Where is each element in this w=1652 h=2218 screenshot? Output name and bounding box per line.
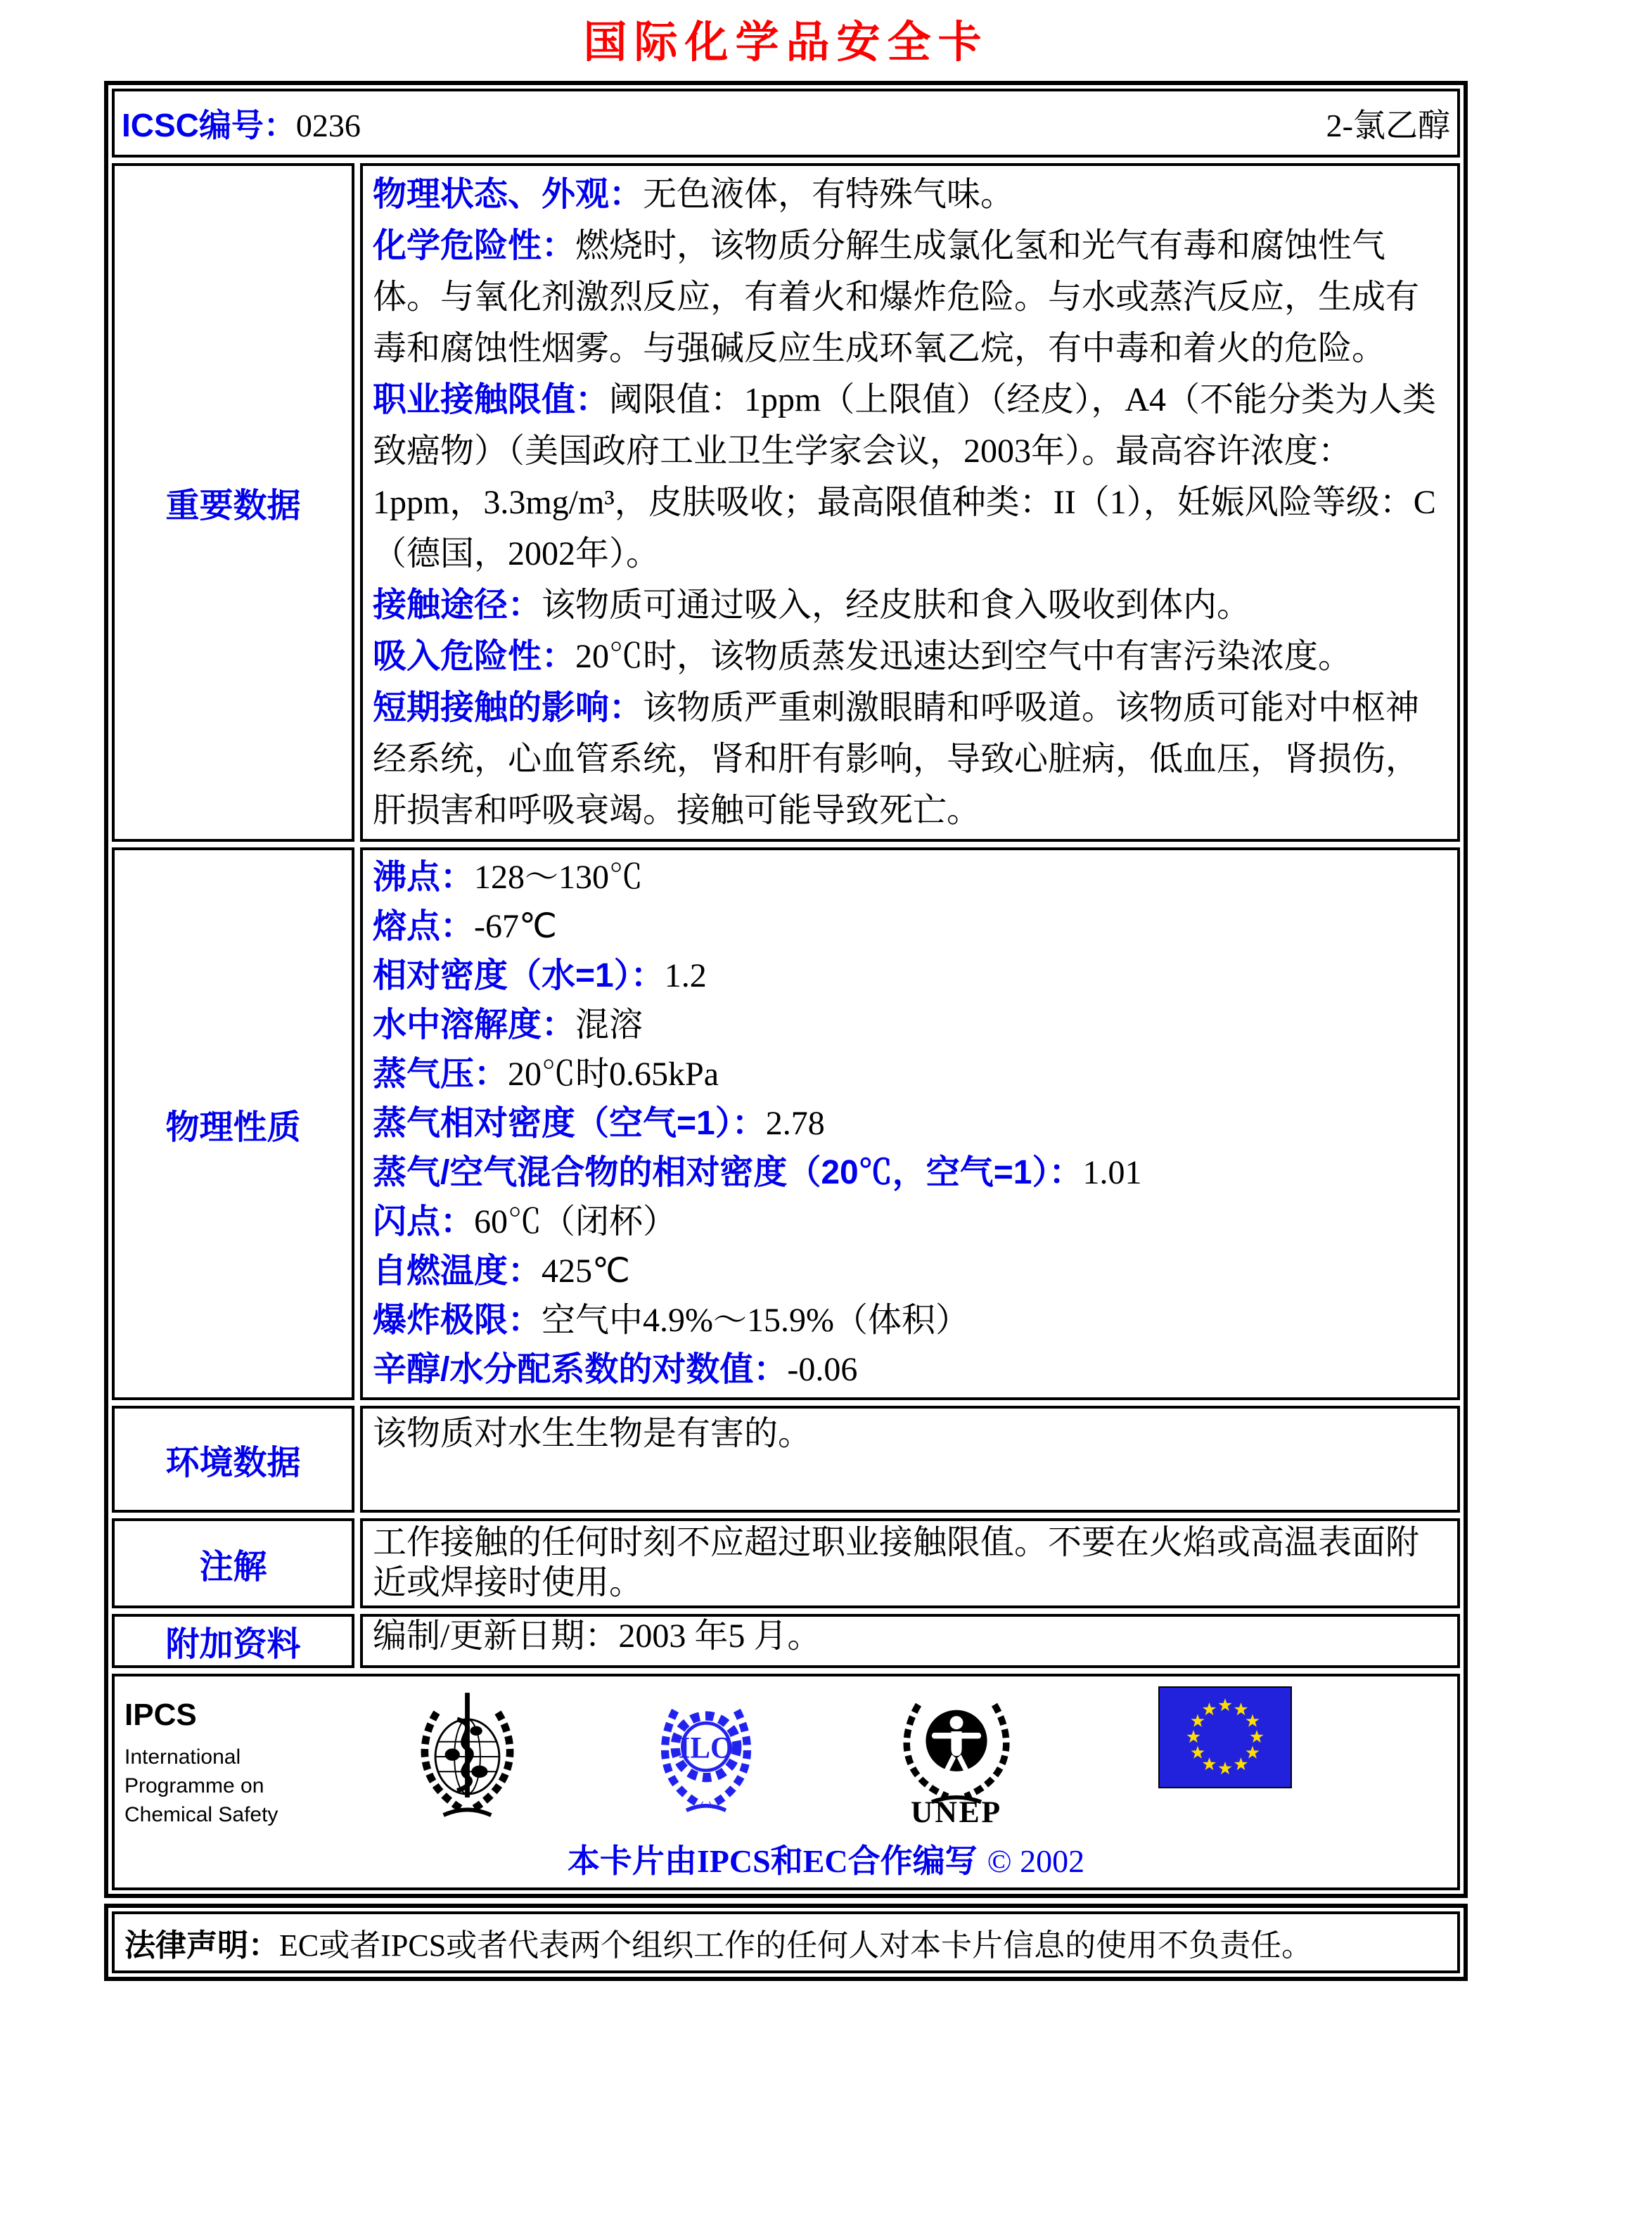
environmental-data-content [360, 1406, 1460, 1513]
additional-info-content [360, 1614, 1460, 1668]
property-label: 自燃温度： [373, 1252, 542, 1290]
legal-notice-text: EC或者IPCS或者代表两个组织工作的任何人对本卡片信息的使用不负责任。 [279, 1928, 1313, 1963]
property-value: 60℃（闭杯） [474, 1203, 677, 1241]
property-item [373, 1296, 1447, 1345]
notes-text: 工作接触的任何时刻不应超过职业接触限值。不要在火焰或高温表面附近或焊接时使用。 [373, 1524, 1420, 1601]
eu-flag-icon [1158, 1686, 1292, 1788]
property-label: 辛醇/水分配系数的对数值： [373, 1351, 788, 1388]
ipcs-subtitle-line: Programme on [124, 1774, 264, 1797]
property-item [373, 853, 1447, 902]
row-label-additional-info [112, 1614, 354, 1668]
logos-row [112, 1674, 1460, 1890]
ilo-letters: ILO [678, 1731, 734, 1765]
ipcs-acronym: IPCS [124, 1698, 197, 1732]
property-label: 爆炸极限： [373, 1302, 542, 1339]
unep-letters: UNEP [911, 1795, 1003, 1827]
property-item [373, 1247, 1447, 1296]
card-header-row [112, 89, 1460, 158]
row-label-text: 重要数据 [165, 487, 301, 525]
property-label: 闪点： [373, 1203, 475, 1241]
notes-content [360, 1518, 1460, 1608]
additional-info-row [112, 1614, 1460, 1668]
property-value: 20℃时，该物质蒸发迅速达到空气中有害污染浓度。 [575, 638, 1352, 675]
property-item [373, 1345, 1447, 1395]
property-value: 1.2 [664, 957, 707, 994]
property-value: 混溶 [575, 1006, 643, 1044]
property-value: 1.01 [1082, 1154, 1142, 1191]
icsc-card [104, 81, 1468, 1898]
property-value: 该物质可通过吸入，经皮肤和食入吸收到体内。 [542, 586, 1251, 624]
important-data-content [360, 163, 1460, 842]
property-label: 相对密度（水=1）： [373, 957, 665, 994]
ipcs-subtitle-line: International [124, 1745, 241, 1769]
row-label-environmental-data [112, 1406, 354, 1513]
property-label: 沸点： [373, 859, 475, 896]
physical-properties-content [360, 847, 1460, 1400]
chemical-name: 2-氯乙醇 [1326, 108, 1450, 143]
row-label-notes [112, 1518, 354, 1608]
property-value: 128～130℃ [474, 859, 643, 896]
property-item [373, 682, 1447, 836]
row-label-text: 环境数据 [165, 1444, 301, 1482]
page-title: 国际化学品安全卡 [583, 16, 989, 68]
property-item [373, 220, 1447, 374]
property-label: 职业接触限值： [373, 381, 610, 418]
property-item [373, 1099, 1447, 1148]
property-item [373, 1148, 1447, 1198]
property-value: 20℃时0.65kPa [508, 1056, 719, 1093]
row-label-text: 注解 [199, 1548, 267, 1586]
property-label: 短期接触的影响： [373, 689, 643, 726]
property-item [373, 631, 1447, 682]
row-label-text: 物理性质 [165, 1108, 301, 1146]
property-value: 空气中4.9%～15.9%（体积） [542, 1302, 969, 1339]
row-label-text: 附加资料 [165, 1626, 301, 1663]
property-item [373, 951, 1447, 1001]
icsc-number-group [122, 100, 361, 146]
property-label: 物理状态、外观： [373, 176, 643, 213]
property-label: 熔点： [373, 908, 475, 945]
property-value: -0.06 [787, 1351, 858, 1388]
legal-notice-card [104, 1904, 1468, 1981]
unep-logo-block [893, 1686, 1020, 1831]
property-value: -67℃ [474, 908, 557, 945]
cooperation-caption [124, 1835, 1457, 1882]
important-data-row [112, 163, 1460, 842]
property-item [373, 1198, 1447, 1247]
who-logo-icon [416, 1686, 518, 1827]
legal-notice-cell [112, 1911, 1460, 1973]
logos-strip [124, 1686, 1457, 1833]
copyright-text: © 2002 [987, 1843, 1085, 1879]
property-value: 阈限值：1ppm（上限值）（经皮），A4（不能分类为人类致癌物）（美国政府工业卫生学家会议，2003年）。最高容许浓度：1ppm，3.3mg/m³，皮肤吸收；最高限值种类：II（1），妊娠风险等级：C（德国，2002年）。 [373, 381, 1437, 572]
property-item [373, 1001, 1447, 1050]
property-value: 该物质严重刺激眼睛和呼吸道。该物质可能对中枢神经系统，心血管系统，肾和肝有影响，导致心脏病，低血压，肾损伤，肝损害和呼吸衰竭。接触可能导致死亡。 [373, 689, 1420, 829]
ilo-logo-icon [657, 1686, 755, 1823]
card-header-cell [112, 89, 1460, 158]
ipcs-text-block [124, 1686, 278, 1829]
row-label-important-data [112, 163, 354, 842]
icsc-number-value: 0236 [295, 108, 361, 143]
property-value: 燃烧时，该物质分解生成氯化氢和光气有毒和腐蚀性气体。与氧化剂激烈反应，有着火和爆炸危险。与水或蒸汽反应，生成有毒和腐蚀性烟雾。与强碱反应生成环氧乙烷，有中毒和着火的危险。 [373, 227, 1420, 367]
property-label: 蒸气压： [373, 1056, 508, 1093]
property-label: 吸入危险性： [373, 638, 576, 675]
property-item [373, 1050, 1447, 1099]
property-label: 水中溶解度： [373, 1006, 576, 1044]
icsc-number-label: ICSC编号： [122, 107, 296, 143]
physical-properties-row [112, 847, 1460, 1400]
property-value: 2.78 [765, 1105, 825, 1142]
notes-row [112, 1518, 1460, 1608]
legal-notice-label: 法律声明： [124, 1928, 279, 1963]
property-item [373, 169, 1447, 220]
property-item [373, 579, 1447, 631]
property-value: 425℃ [542, 1252, 630, 1290]
logos-cell [112, 1674, 1460, 1890]
property-item [373, 902, 1447, 951]
property-label: 蒸气/空气混合物的相对密度（20℃，空气=1）： [373, 1154, 1083, 1191]
property-label: 接触途径： [373, 586, 542, 624]
additional-info-text: 编制/更新日期：2003 年5 月。 [373, 1617, 821, 1655]
row-label-physical-properties [112, 847, 354, 1400]
property-label: 蒸气相对密度（空气=1）： [373, 1105, 766, 1142]
unep-logo-icon [893, 1686, 1020, 1827]
property-label: 化学危险性： [373, 227, 576, 264]
environmental-data-text: 该物质对水生生物是有害的。 [373, 1415, 812, 1452]
cooperation-caption-text: 本卡片由IPCS和EC合作编写 [567, 1843, 978, 1879]
environmental-data-row [112, 1406, 1460, 1513]
ipcs-subtitle-line: Chemical Safety [124, 1803, 278, 1826]
property-item [373, 374, 1447, 579]
property-value: 无色液体，有特殊气味。 [643, 176, 1015, 213]
